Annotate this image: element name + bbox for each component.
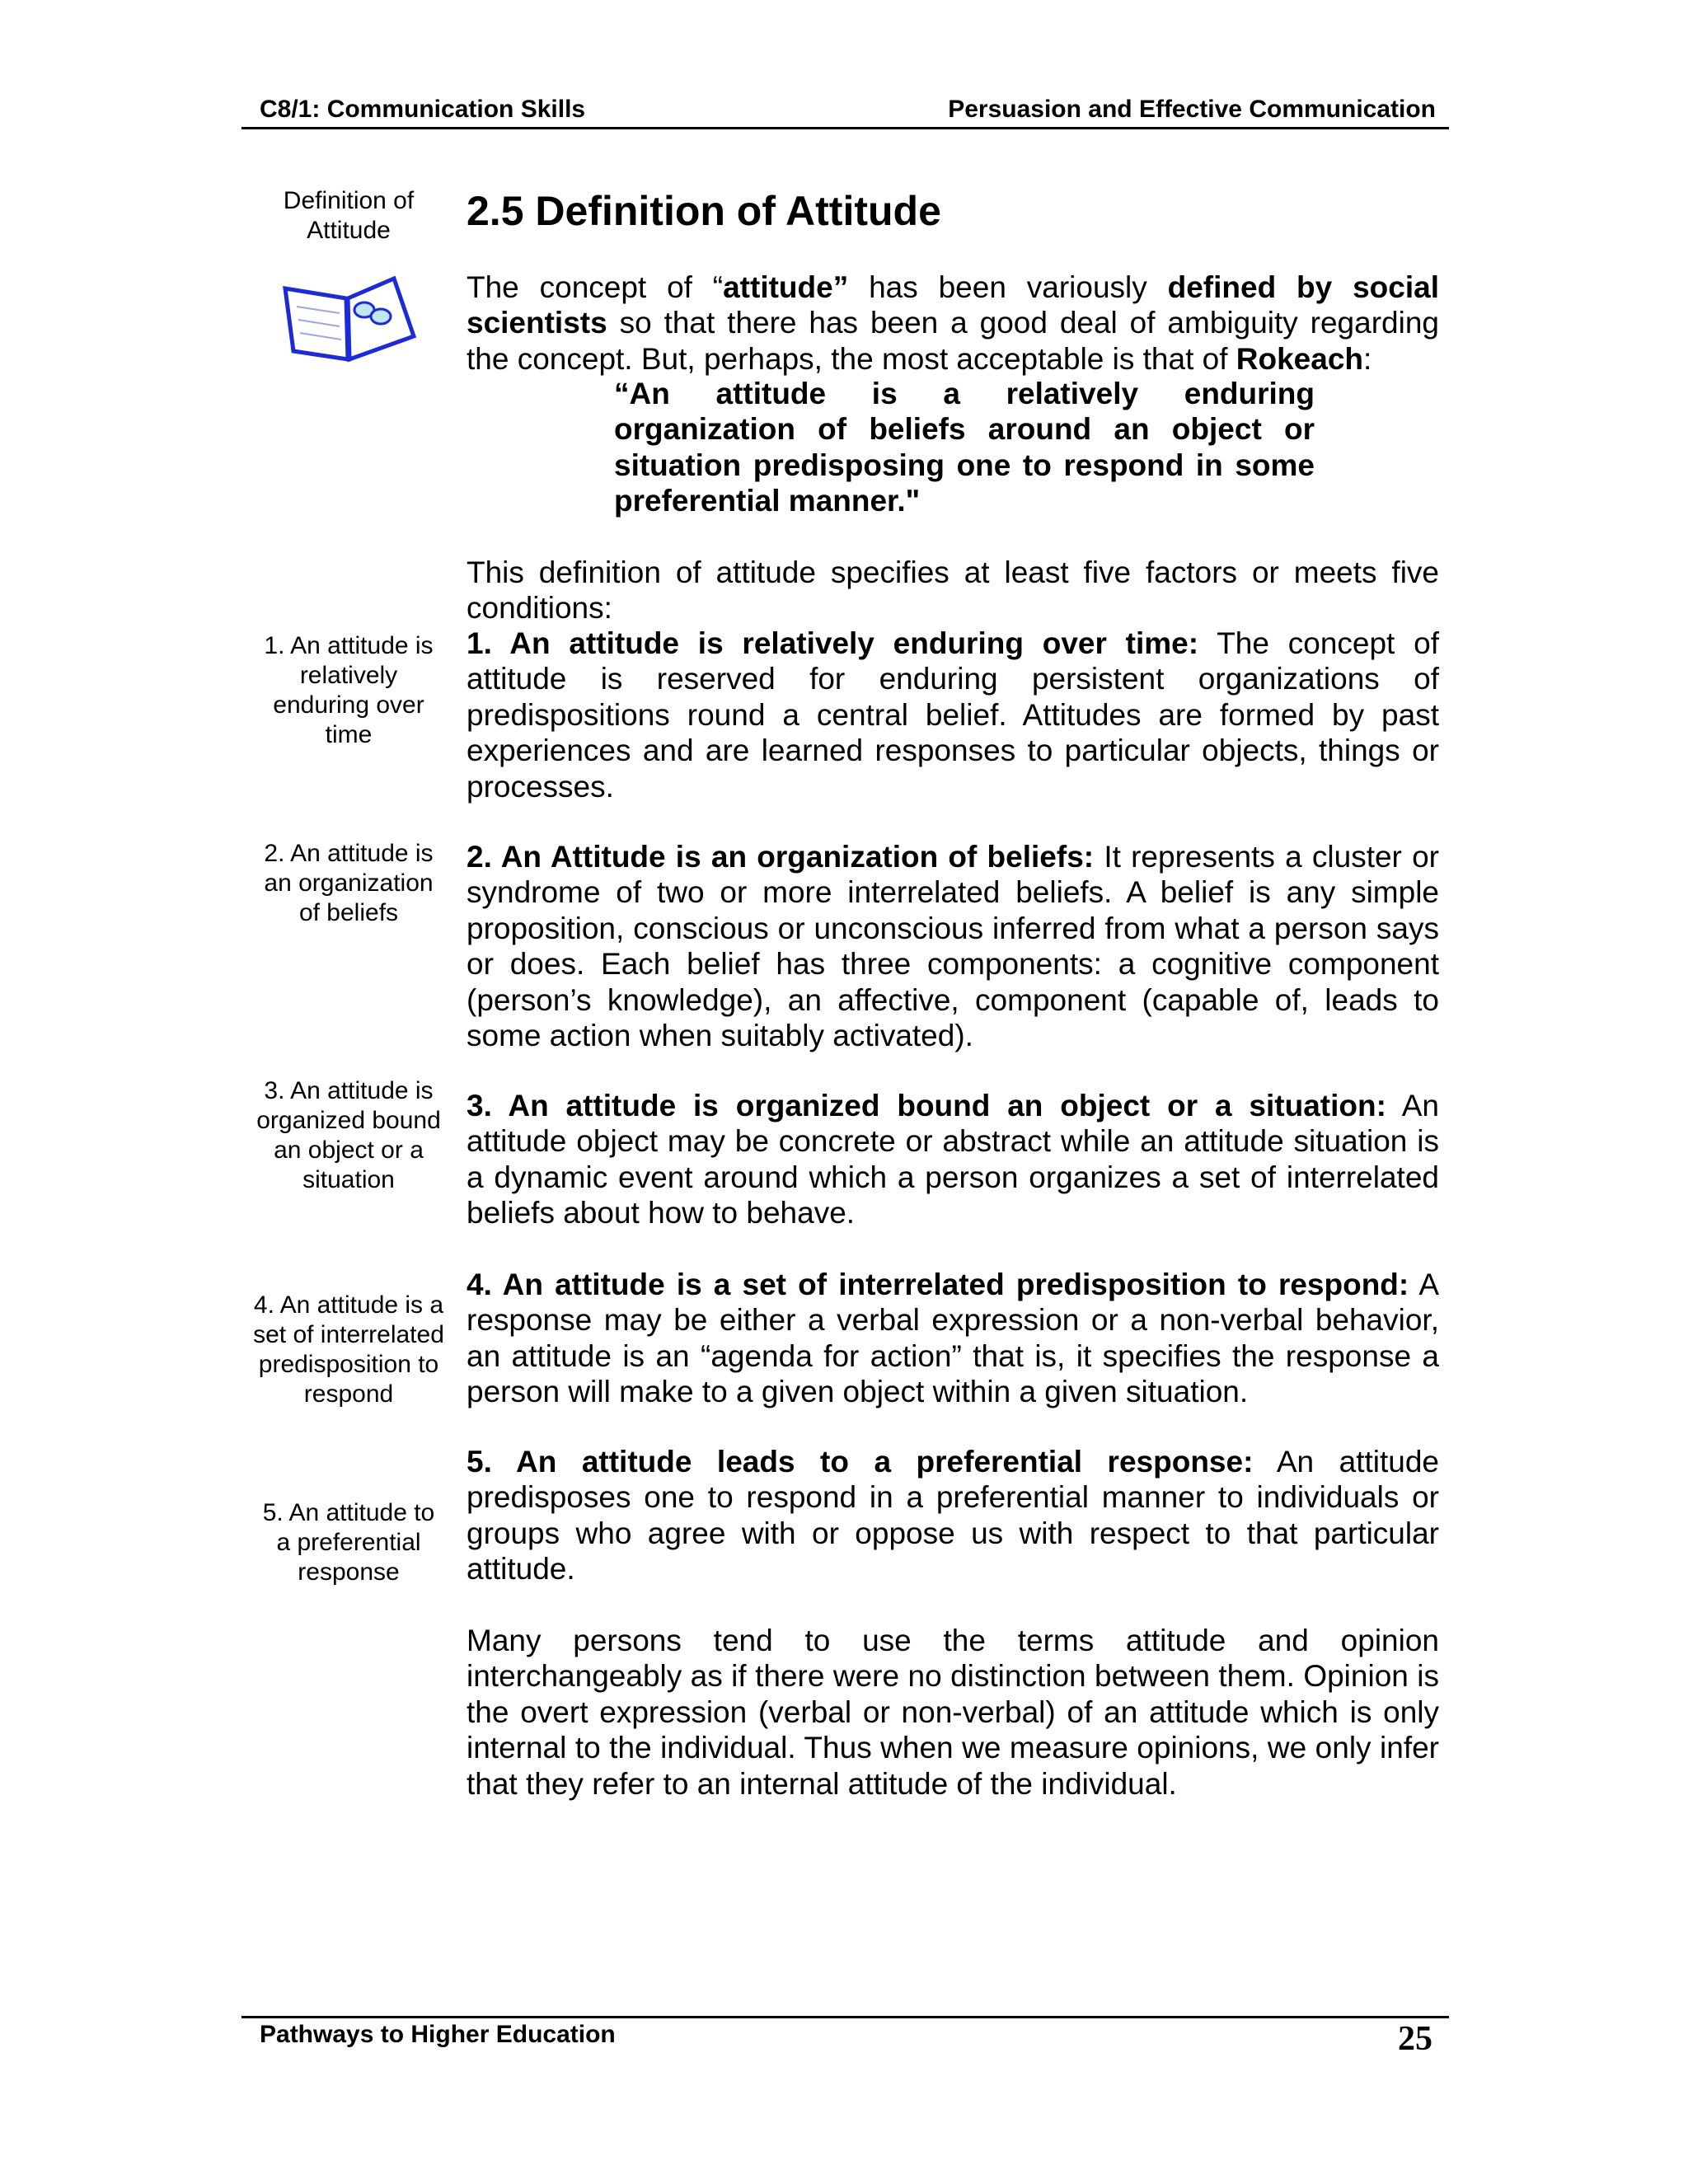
margin-note-point-1: 1. An attitude is relatively enduring over time: [264, 632, 434, 748]
open-book-icon: [280, 274, 417, 366]
point-2-paragraph: [467, 839, 1439, 1053]
footer-publication: Pathways to Higher Education: [260, 2021, 616, 2048]
point-3-heading: 3. An attitude is organized bound an object or a situation:: [467, 1089, 1386, 1122]
intro-text-1: The concept of “: [467, 270, 724, 304]
point-3-paragraph: [467, 1088, 1439, 1231]
point-4-body: A response may be either a verbal expression or a non-verbal behavior, an attitude is an “agenda for action” that is, it specifies the response a person will make to a given object within a given situation.: [467, 1268, 1439, 1409]
point-5-body: An attitude predisposes one to respond in a preferential manner to individuals or groups who agree with or oppose us with respect to that particular attitude.: [467, 1445, 1439, 1586]
point-1-heading: 1. An attitude is relatively enduring over time:: [467, 626, 1199, 660]
point-1-paragraph: [467, 626, 1439, 804]
page-header: [241, 92, 1449, 129]
footer-rule: [241, 2016, 1449, 2018]
point-4-heading: 4. An attitude is a set of interrelated predisposition to respond:: [467, 1268, 1409, 1301]
header-chapter: Persuasion and Effective Communication: [948, 96, 1436, 123]
intro-bold-social-scientists: defined by social scientists: [467, 270, 1439, 340]
rokeach-quote: “An attitude is a relatively enduring organization of beliefs around an object or situation predisposing one to respond in some preferential manner.": [614, 377, 1315, 518]
intro-text-4: :: [1363, 341, 1372, 376]
margin-note-point-4: 4. An attitude is a set of interrelated predisposition to respond: [253, 1291, 444, 1408]
point-1-body: The concept of attitude is reserved for enduring persistent organizations of predispositions round a central belief. Attitudes are formed by past experiences and are learned responses to particular objects, things or processes.: [467, 626, 1439, 804]
point-5-heading: 5. An attitude leads to a preferential response:: [467, 1445, 1254, 1479]
intro-bold-attitude: attitude”: [723, 270, 849, 304]
lead-paragraph: This definition of attitude specifies at least five factors or meets five conditions:: [467, 555, 1439, 626]
point-5-paragraph: [467, 1444, 1439, 1587]
intro-bold-rokeach: Rokeach: [1236, 341, 1364, 376]
point-2-body: It represents a cluster or syndrome of two or more interrelated beliefs. A belief is any simple proposition, conscious or unconscious inferred from what a person says or does. Each belief has three components: a cognitive component (person’s knowledge), an affective, component (capable of, leads to some action when suitably activated).: [467, 840, 1439, 1053]
margin-note-point-5: 5. An attitude to a preferential response: [262, 1499, 435, 1586]
margin-note-definition: Definition of Attitude: [283, 187, 415, 244]
point-4-paragraph: [467, 1267, 1439, 1410]
intro-text-2: has been variously: [848, 270, 1168, 304]
margin-note-point-3: 3. An attitude is organized bound an object or a situation: [256, 1077, 441, 1193]
page-number: 25: [1398, 2020, 1432, 2058]
header-course: C8/1: Communication Skills: [260, 96, 586, 123]
point-3-body: An attitude object may be concrete or abstract while an attitude situation is a dynamic event around which a person organizes a set of interrelated beliefs about how to behave.: [467, 1089, 1439, 1230]
closing-paragraph: Many persons tend to use the terms attitude and opinion interchangeably as if there were no distinction between them. Opinion is the overt expression (verbal or non-verbal) of an attitude which is only internal to the individual. Thus when we measure opinions, we only infer that they refer to an internal attitude of the individual.: [467, 1624, 1439, 1801]
section-title: 2.5 Definition of Attitude: [467, 188, 941, 234]
margin-note-point-2: 2. An attitude is an organization of beliefs: [264, 840, 434, 926]
intro-text-3: so that there has been a good deal of ambiguity regarding the concept. But, perhaps, the most acceptable is that of: [467, 306, 1439, 376]
point-2-heading: 2. An Attitude is an organization of beliefs:: [467, 840, 1095, 874]
intro-paragraph: [467, 269, 1439, 377]
